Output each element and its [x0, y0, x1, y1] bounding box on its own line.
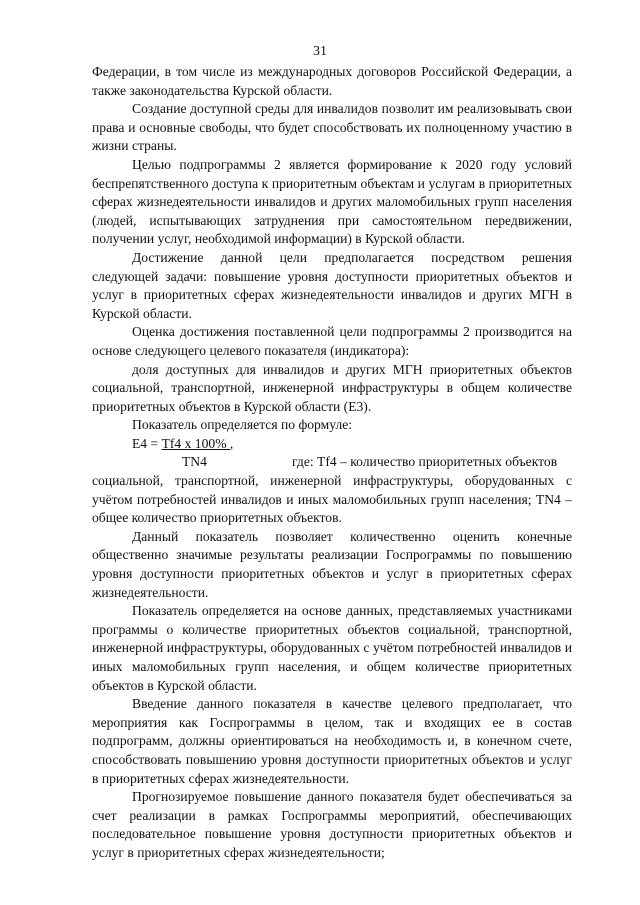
paragraph: Федерации, в том числе из международных договоров Российской Федерации, а также законодательства Курской области. [92, 64, 572, 98]
formula-explanation: где: Tf4 – количество приоритетных объектов [292, 454, 558, 470]
paragraph: Целью подпрограммы 2 является формирование к 2020 году условий беспрепятственного доступа к приоритетным объектам и услугам в приоритетных сферах жизнедеятельности инвалидов и других маломобильных групп населения (людей, испытывающих затруднения при самостоятельном передвижении, получении услуг, необходимой информации) в Курской области. [92, 156, 572, 247]
document-body [92, 63, 572, 863]
formula [92, 435, 572, 454]
formula-numerator: Tf4 x 100% [161, 435, 230, 451]
formula-lhs: Е4 = [132, 435, 162, 451]
paragraph: доля доступных для инвалидов и других МГН приоритетных объектов социальной, транспортной, инженерной инфраструктуры в общем количестве приоритетных объектов в Курской области (Е3). [92, 361, 572, 414]
paragraph: социальной, транспортной, инженерной инфраструктуры, оборудованных с учётом потребностей инвалидов и иных маломобильных групп населения; TN4 – общее количество приоритетных объектов. [92, 473, 572, 526]
paragraph: Данный показатель позволяет количественно оценить конечные общественно значимые результаты реализации Госпрограммы по повышению уровня доступности приоритетных объектов и услуг в приоритетных сферах жизнедеятельности. [92, 528, 572, 600]
formula-denominator: TN4 [182, 454, 207, 470]
paragraph: Достижение данной цели предполагается посредством решения следующей задачи: повышение уровня доступности приоритетных объектов и услуг в приоритетных сферах жизнедеятельности инвалидов и других МГН в Курской области. [92, 249, 572, 321]
paragraph: Показатель определяется по формуле: [132, 417, 353, 433]
paragraph: Показатель определяется на основе данных, представляемых участниками программы о количестве приоритетных объектов социальной, транспортной, инженерной инфраструктуры, оборудованных с учётом потребностей инвалидов и иных маломобильных групп населения, и общем количестве приоритетных объектов в Курской области. [92, 603, 572, 693]
paragraph: Создание доступной среды для инвалидов позволит им реализовывать свои права и основные свободы, что будет способствовать их полноценному участию в жизни страны. [92, 101, 572, 154]
page-number: 31 [313, 44, 327, 59]
paragraph: Оценка достижения поставленной цели подпрограммы 2 производится на основе следующего целевого показателя (индикатора): [92, 324, 572, 358]
formula-trail: , [229, 435, 234, 451]
formula-denominator-row [92, 453, 572, 472]
paragraph: Прогнозируемое повышение данного показателя будет обеспечиваться за счет реализации в рамках Госпрограммы мероприятий, обеспечивающих последовательное повышение уровня доступности приоритетных объектов и услуг в приоритетных сферах жизнедеятельности; [92, 789, 572, 860]
paragraph: Введение данного показателя в качестве целевого предполагает, что мероприятия как Госпрограммы в целом, так и входящих ее в состав подпрограмм, должны ориентироваться на необходимость и, в конечном счете, способствовать повышению уровня доступности приоритетных объектов и услуг в приоритетных сферах жизнедеятельности. [92, 696, 572, 786]
